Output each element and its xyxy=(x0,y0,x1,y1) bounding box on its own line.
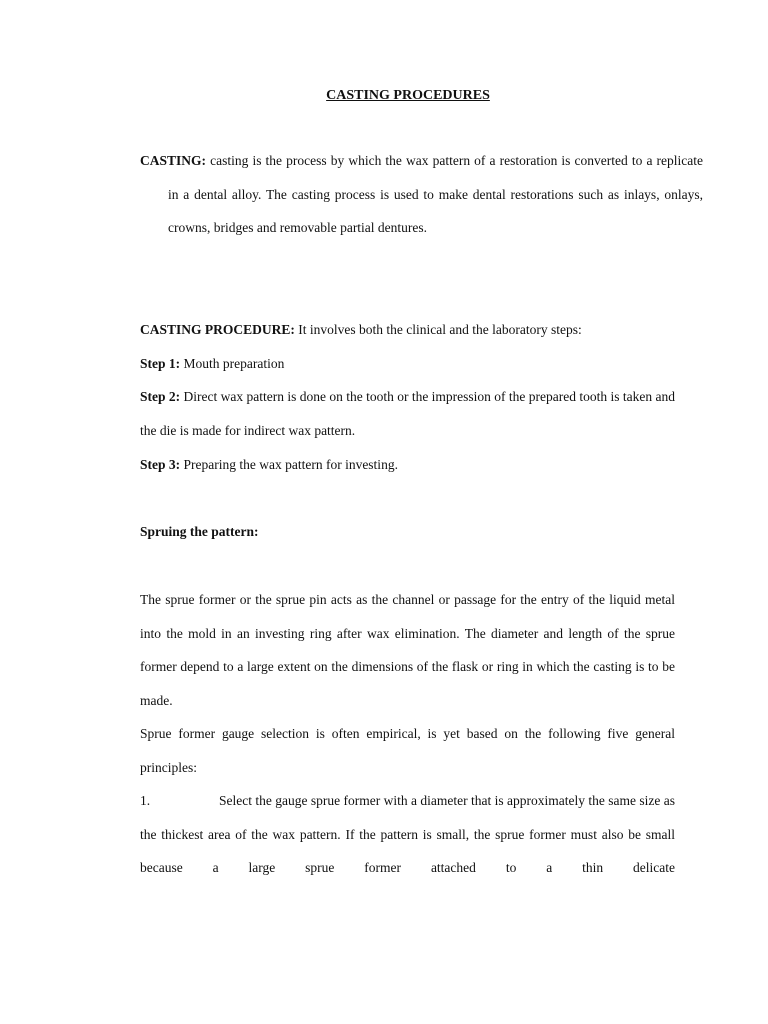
step-label: Step 3: xyxy=(140,457,181,472)
procedure-label: CASTING PROCEDURE: xyxy=(140,322,295,337)
list-number: 1. xyxy=(140,793,151,808)
procedure-text: It involves both the clinical and the laboratory steps: xyxy=(298,322,582,337)
page-title: CASTING PROCEDURES xyxy=(326,88,490,103)
step-2 xyxy=(140,380,675,447)
section-heading-spruing xyxy=(140,515,675,549)
step-label: Step 2: xyxy=(140,389,181,404)
step-label: Step 1: xyxy=(140,356,181,371)
spruing-paragraph-1: The sprue former or the sprue pin acts as the channel or passage for the entry of the liquid metal into the mold in an investing ring after wax elimination. The diameter and length of the sprue former depend to a large extent on the dimensions of the flask or ring in which the casting is to be made. xyxy=(140,592,675,708)
casting-text: casting is the process by which the wax pattern of a restoration is converted to a replicate in a dental alloy. The casting process is used to make dental restorations such as inlays, onlays, crowns, bridges and removable partial dentures. xyxy=(168,153,704,236)
step-text: Preparing the wax pattern for investing. xyxy=(183,457,398,472)
step-text: Direct wax pattern is done on the tooth or the impression of the prepared tooth is taken and the die is made for indirect wax pattern. xyxy=(140,389,675,438)
casting-label: CASTING: xyxy=(140,153,207,168)
casting-definition xyxy=(140,144,703,245)
step-1 xyxy=(140,347,675,381)
step-3 xyxy=(140,448,675,482)
casting-procedure-line xyxy=(140,313,675,347)
list-item-1 xyxy=(140,784,675,885)
step-text: Mouth preparation xyxy=(183,356,285,371)
spruing-paragraph-2: Sprue former gauge selection is often empirical, is yet based on the following five general principles: xyxy=(140,726,675,775)
list-item-text: Select the gauge sprue former with a diameter that is approximately the same size as the thickest area of the wax pattern. If the pattern is small, the sprue former must also be small because a large sprue former attached to a thin delicate xyxy=(140,793,675,876)
spruing-heading: Spruing the pattern: xyxy=(140,524,259,539)
